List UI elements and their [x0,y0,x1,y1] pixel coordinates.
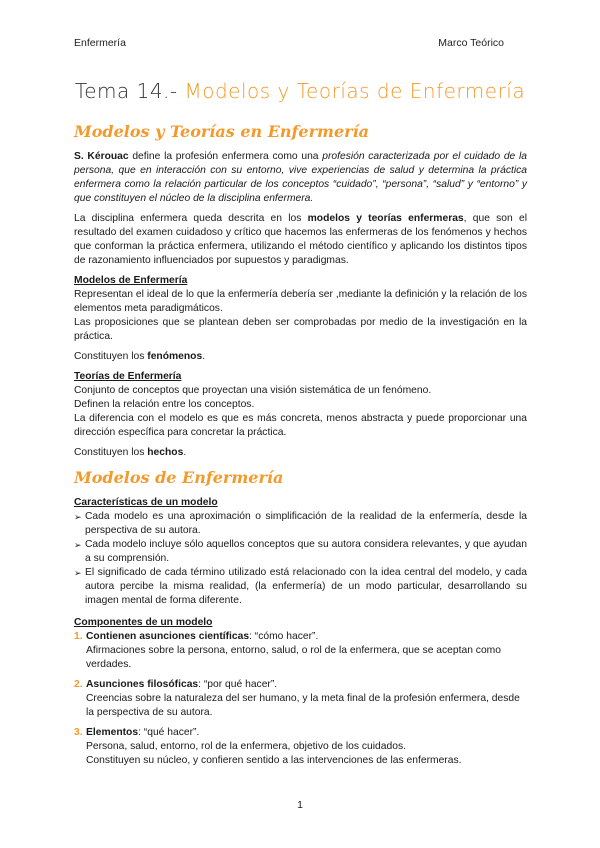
modelos-p3 [74,350,527,364]
item-number: 2. [74,679,83,690]
title-main: Modelos y Teorías de Enfermería [184,79,526,103]
component-title: Elementos [86,727,139,738]
subheading-modelos: Modelos de Enfermería [74,275,188,286]
section-heading-modelos: Modelos de Enfermería [74,468,284,487]
component-desc: Creencias sobre la naturaleza del ser humano, y la meta final de la profesión enfermera, desde la perspectiva de su autora. [86,693,520,718]
component-title: Asunciones filosóficas [86,679,199,690]
header-left: Enfermería [74,37,126,49]
bullet-text: Cada modelo incluye sólo aquellos conceptos que su autora considera relevantes, y que ayudan a su comprensión. [85,539,527,564]
list-item [74,538,527,566]
component-title: Contienen asunciones científicas [86,631,250,642]
bullet-text: Cada modelo es una aproximación o simplificación de la realidad de la enfermería, desde la perspectiva de su autora. [85,511,527,536]
arrow-bullet-icon: ➢ [74,540,82,550]
teorias-line-1: Conjunto de conceptos que proyectan una visión sistemática de un fenómeno. [74,385,432,396]
modelos-p3-b: . [202,351,206,362]
item-number: 1. [74,631,83,642]
list-item [74,566,527,608]
page-title [0,79,600,103]
component-quote: : “qué hacer”. [138,727,200,738]
list-item [74,510,527,538]
discipline-bold: modelos y teorías enfermeras [307,213,464,224]
component-desc: Persona, salud, entorno, rol de la enfermera, objetivo de los cuidados. Constituyen su núcleo, y confieren sentido a las intervenciones de las enfermeras. [86,741,462,766]
component-desc: Afirmaciones sobre la persona, entorno, salud, o rol de la enfermera, que se aceptan como verdades. [86,645,501,670]
modelos-p2: Las proposiciones que se plantean deben ser comprobadas por medio de la investigación en la práctica. [74,317,527,342]
list-item [74,726,527,768]
section-heading-models-theories: Modelos y Teorías en Enfermería [74,122,370,141]
title-prefix: Tema 14.- [74,79,178,103]
discipline-text-a: La disciplina enfermera queda descrita en los [74,213,308,224]
components-list [74,630,527,768]
component-quote: : “por qué hacer”. [198,679,278,690]
teorias-p4-b: . [183,447,187,458]
page-number: 1 [297,799,303,811]
item-number: 3. [74,727,83,738]
kerouac-definition: profesión caracterizada por el cuidado de la persona, que en interacción con su entorno, vive experiencias de salud y determina la práctica enfermera como la relación particular de los conceptos “cuidado”, “persona”, “salud” y “entorno” y que constituyen el núcleo de la disciplina enfermera. [74,151,527,204]
teorias-line-3: La diferencia con el modelo es que es más concreta, menos abstracta y puede proporcionar una dirección específica para concretar la práctica. [74,413,527,438]
discipline-paragraph [74,212,527,268]
list-item [74,678,527,720]
subheading-componentes: Componentes de un modelo [74,617,213,628]
subheading-caracteristicas: Características de un modelo [74,497,218,508]
teorias-line-2: Definen la relación entre los conceptos. [74,399,255,410]
arrow-bullet-icon: ➢ [74,568,82,578]
teorias-p4-a: Constituyen los [74,447,148,458]
list-item [74,630,527,672]
characteristics-list [74,510,527,608]
modelos-p3-bold: fenómenos [147,351,203,362]
content [74,120,527,774]
modelos-p1: Representan el ideal de lo que la enfermería debería ser ,mediante la definición y la relación de los elementos meta paradigmáticos. [74,289,527,314]
bullet-text: El significado de cada término utilizado está relacionado con la idea central del modelo, y cada autora percibe la misma realidad, (la enfermería) de un modo particular, desarrollando su imagen mental de forma diferente. [85,567,527,606]
discipline-text-b: , que son el resultado del examen cuidadoso y crítico que hacemos las enfermeras de los fenómenos y hechos que conforman la práctica enfermera, utilizando el método científico y aplicando los distintos tipos de razonamiento influenciados por supuestos y paradigmas. [74,213,527,266]
teorias-p4-bold: hechos [147,447,184,458]
arrow-bullet-icon: ➢ [74,512,82,522]
kerouac-name: S. Kérouac [74,151,129,162]
header-right: Marco Teórico [438,37,504,49]
teorias-p4 [74,446,527,460]
component-quote: : “cómo hacer”. [249,631,319,642]
kerouac-paragraph [74,150,527,206]
modelos-p3-a: Constituyen los [74,351,148,362]
subheading-teorias: Teorías de Enfermería [74,371,182,382]
kerouac-text: define la profesión enfermera como una [128,151,323,162]
